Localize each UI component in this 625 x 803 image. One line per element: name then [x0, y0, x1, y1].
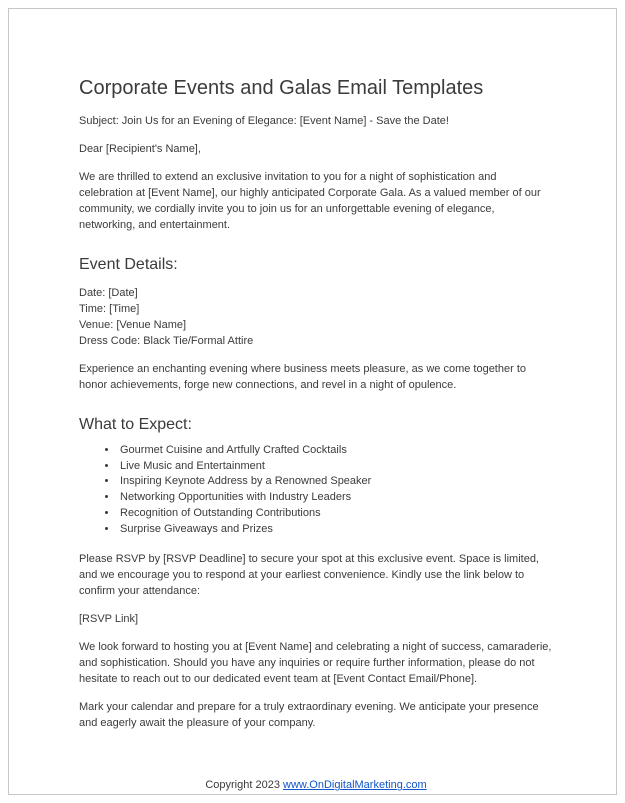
- rsvp-link-placeholder: [RSVP Link]: [79, 613, 139, 626]
- email-subject-line: Subject: Join Us for an Evening of Elegance: [Event Name] - Save the Date!: [79, 115, 449, 127]
- expect-item-cuisine: • Gourmet Cuisine and Artfully Crafted Cocktails: [118, 443, 553, 459]
- what-to-expect-heading: What to Expect:: [79, 416, 192, 433]
- document-page: [8, 8, 617, 795]
- event-detail-venue: Venue: [Venue Name]: [79, 319, 187, 331]
- copyright-text: Copyright 2023: [205, 779, 280, 792]
- rsvp-paragraph: Please RSVP by [RSVP Deadline] to secure your spot at this exclusive event. Space is limited, and we encourage you to respond at your earliest convenience. Kindly use the link below to confirm your attendance:: [79, 553, 539, 598]
- footer: [79, 777, 553, 793]
- document-content: [9, 9, 616, 793]
- closing-paragraph-1: We look forward to hosting you at [Event Name] and celebrating a night of success, camaraderie, and sophistication. Should you have any inquiries or require further information, please do not hesitate to reach out to our dedicated event team at [Event Contact Email/Phone].: [79, 641, 552, 686]
- event-detail-date: Date: [Date]: [79, 287, 138, 299]
- expect-item-networking: • Networking Opportunities with Industry Leaders: [118, 490, 553, 506]
- footer-link[interactable]: www.OnDigitalMarketing.com: [283, 779, 427, 792]
- expect-item-giveaways: • Surprise Giveaways and Prizes: [118, 522, 553, 538]
- event-details-list: [79, 285, 553, 349]
- event-detail-dress-code: Dress Code: Black Tie/Formal Attire: [79, 335, 254, 347]
- what-to-expect-list: [79, 443, 553, 537]
- expect-item-recognition: • Recognition of Outstanding Contributions: [118, 506, 553, 522]
- event-detail-time: Time: [Time]: [79, 303, 140, 315]
- salutation: Dear [Recipient's Name],: [79, 143, 201, 155]
- expect-item-music: • Live Music and Entertainment: [118, 459, 553, 475]
- expect-item-keynote: • Inspiring Keynote Address by a Renowned Speaker: [118, 474, 553, 490]
- page-title: Corporate Events and Galas Email Templates: [79, 77, 484, 99]
- intro-paragraph: We are thrilled to extend an exclusive invitation to you for a night of sophistication and celebration at [Event Name], our highly anticipated Corporate Gala. As a valued member of our community, we cordially invite you to join us for an unforgettable evening of elegance, networking, and entertainment.: [79, 171, 541, 231]
- closing-paragraph-2: Mark your calendar and prepare for a truly extraordinary evening. We anticipate your presence and eagerly await the pleasure of your company.: [79, 701, 539, 730]
- event-details-heading: Event Details:: [79, 256, 178, 273]
- event-description-paragraph: Experience an enchanting evening where business meets pleasure, as we come together to honor achievements, forge new connections, and revel in a night of opulence.: [79, 363, 526, 391]
